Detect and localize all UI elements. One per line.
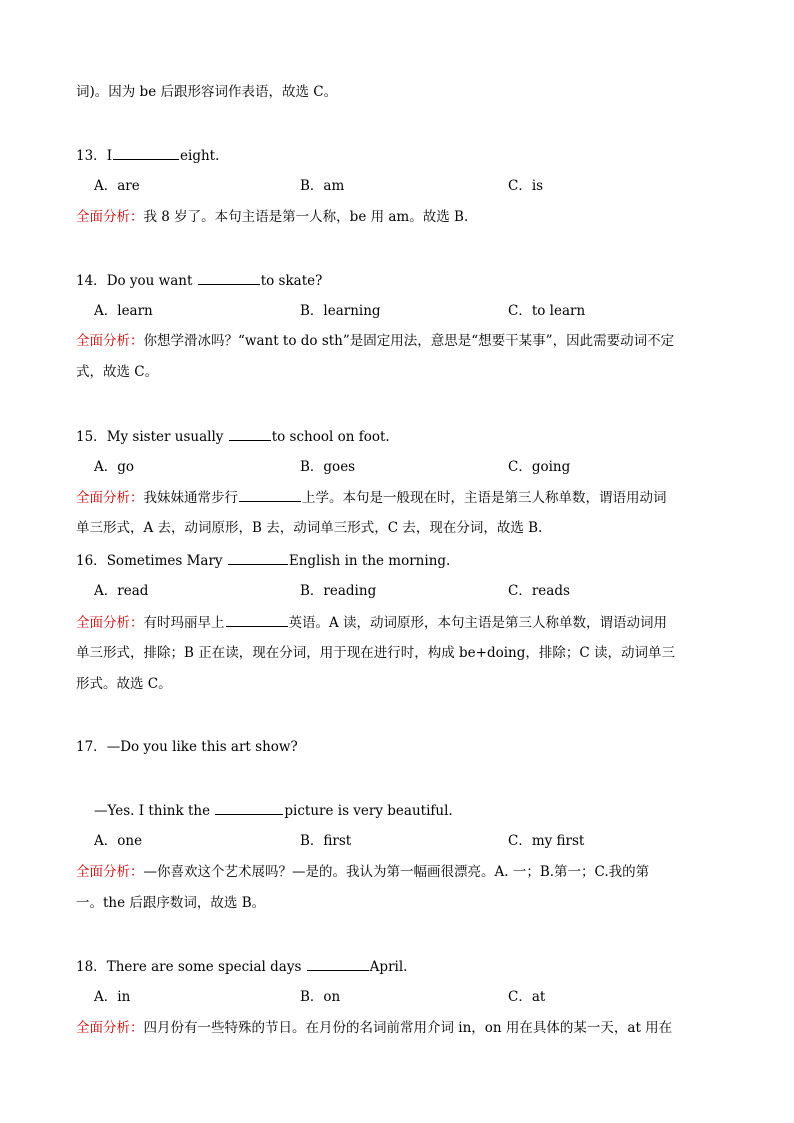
question-17-reply: —Yes. I think the picture is very beautiful. bbox=[94, 800, 453, 821]
question-14-option-c: C．to learn bbox=[508, 303, 586, 319]
question-18-option-a: A．in bbox=[94, 989, 131, 1005]
question-13-option-b: B．am bbox=[300, 178, 345, 194]
analysis-label: 全面分析： bbox=[76, 333, 144, 349]
question-16-analysis-line-2: 单三形式，排除；B 正在读，现在分词，用于现在进行时，构成 be+doing，排除；C 读，动词单三 bbox=[76, 645, 675, 661]
question-16-analysis-line-3: 形式。故选 C。 bbox=[76, 676, 172, 692]
question-number: 18． bbox=[76, 959, 107, 975]
answer-blank bbox=[198, 270, 260, 285]
question-14-analysis-line-2: 式，故选 C。 bbox=[76, 364, 159, 380]
analysis-label: 全面分析： bbox=[76, 209, 144, 225]
question-14-option-a: A．learn bbox=[94, 303, 153, 319]
question-15-option-b: B．goes bbox=[300, 459, 356, 475]
analysis-label: 全面分析： bbox=[76, 490, 144, 506]
question-17-option-a: A．one bbox=[94, 833, 143, 849]
question-16-option-b: B．reading bbox=[300, 583, 377, 599]
question-18-analysis-line-1: 全面分析：四月份有一些特殊的节日。在月份的名词前常用介词 in，on 用在具体的某一天，at 用在 bbox=[76, 1020, 673, 1036]
question-13-analysis: 全面分析：我 8 岁了。本句主语是第一人称，be 用 am。故选 B. bbox=[76, 209, 469, 225]
question-14-option-b: B．learning bbox=[300, 303, 381, 319]
question-13-option-c: C．is bbox=[508, 178, 544, 194]
question-16-stem: 16．Sometimes Mary English in the morning. bbox=[76, 550, 450, 571]
question-17-option-c: C．my first bbox=[508, 833, 585, 849]
question-13-stem: 13．I eight. bbox=[76, 145, 219, 166]
question-15-option-c: C．going bbox=[508, 459, 571, 475]
question-number: 13． bbox=[76, 148, 107, 164]
analysis-label: 全面分析： bbox=[76, 864, 144, 880]
question-18-option-b: B．on bbox=[300, 989, 341, 1005]
question-number: 17． bbox=[76, 739, 107, 755]
answer-blank bbox=[228, 550, 288, 565]
question-15-analysis-line-2: 单三形式，A 去，动词原形，B 去，动词单三形式，C 去，现在分词，故选 B. bbox=[76, 520, 543, 536]
question-13-option-a: A．are bbox=[94, 178, 140, 194]
question-16-option-a: A．read bbox=[94, 583, 149, 599]
intro-tail: 词)。因为 be 后跟形容词作表语，故选 C。 bbox=[76, 84, 338, 100]
question-17-analysis-line-2: 一。the 后跟序数词，故选 B。 bbox=[76, 895, 266, 911]
question-14-stem: 14．Do you want to skate? bbox=[76, 270, 322, 291]
question-number: 14． bbox=[76, 273, 107, 289]
question-15-analysis-line-1: 全面分析：我妹妹通常步行 上学。本句是一般现在时，主语是第三人称单数，谓语用动词 bbox=[76, 487, 667, 508]
analysis-label: 全面分析： bbox=[76, 615, 144, 631]
question-17-analysis-line-1: 全面分析：—你喜欢这个艺术展吗？—是的。我认为第一幅画很漂亮。A. 一；B.第一；C.我的第 bbox=[76, 864, 650, 880]
question-18-option-c: C．at bbox=[508, 989, 546, 1005]
question-18-stem: 18．There are some special days April. bbox=[76, 956, 407, 977]
question-15-option-a: A．go bbox=[94, 459, 135, 475]
analysis-label: 全面分析： bbox=[76, 1020, 144, 1036]
question-16-analysis-line-1: 全面分析：有时玛丽早上 英语。A 读，动词原形，本句主语是第三人称单数，谓语动词用 bbox=[76, 612, 667, 633]
question-17-stem: 17．—Do you like this art show? bbox=[76, 739, 298, 755]
answer-blank bbox=[307, 956, 369, 971]
question-16-option-c: C．reads bbox=[508, 583, 570, 599]
question-number: 15． bbox=[76, 429, 107, 445]
analysis-blank bbox=[239, 487, 301, 502]
answer-blank bbox=[113, 145, 179, 160]
question-17-option-b: B．first bbox=[300, 833, 352, 849]
answer-blank bbox=[215, 800, 283, 815]
question-number: 16． bbox=[76, 553, 107, 569]
answer-blank bbox=[229, 426, 271, 441]
question-14-analysis-line-1: 全面分析：你想学滑冰吗？“want to do sth”是固定用法，意思是“想要干某事”，因此需要动词不定 bbox=[76, 333, 675, 349]
analysis-blank bbox=[226, 612, 288, 627]
question-15-stem: 15．My sister usually to school on foot. bbox=[76, 426, 390, 447]
